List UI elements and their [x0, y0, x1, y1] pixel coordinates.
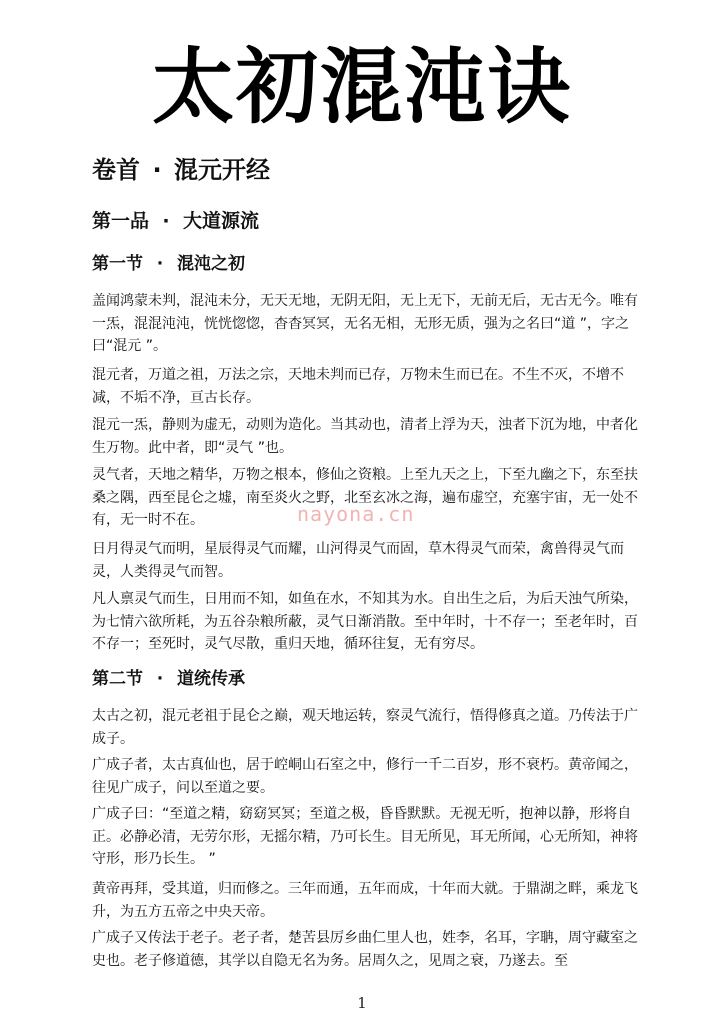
paragraph: 广成子又传法于老子。老子者，楚苦县厉乡曲仁里人也，姓李，名耳，字聃，周守藏室之史也。老子修道德，其学以自隐无名为务。居周久之，见周之衰，乃遂去。至 [92, 930, 638, 969]
chapter-subtitle: 大道源流 [183, 210, 260, 232]
section-name: 第一节 [92, 254, 143, 274]
volume-name: 卷首 [92, 156, 140, 184]
section-separator: · [156, 254, 164, 274]
paragraph: 凡人禀灵气而生，日用而不知，如鱼在水，不知其为水。自出生之后，为后天浊气所染，为七情六欲所耗，为五谷杂粮所蔽，灵气日渐消散。至中年时，十不存一；至老年时，百不存一；至死时，灵气尽散，重归天地，循环往复，无有穷尽。 [92, 591, 638, 652]
volume-subtitle: 混元开经 [174, 156, 270, 184]
page-number: 1 [357, 994, 367, 1012]
volume-separator: · [152, 156, 162, 184]
paragraph: 日月得灵气而明，星辰得灵气而耀，山河得灵气而固，草木得灵气而荣，禽兽得灵气而灵，人类得灵气而智。 [92, 541, 624, 580]
paragraph: 混元者，万道之祖，万法之宗，天地未判而已存，万物未生而已在。不生不灭，不增不减，不垢不净，亘古长存。 [92, 367, 624, 406]
section-separator: · [156, 669, 164, 689]
chapter-heading [92, 207, 259, 235]
section-subtitle: 混沌之初 [177, 254, 245, 274]
section-subtitle: 道统传承 [177, 669, 245, 689]
section-name: 第二节 [92, 669, 143, 689]
chapter-name: 第一品 [92, 210, 150, 232]
paragraph: 灵气者，天地之精华，万物之根本，修仙之资粮。上至九天之上，下至九幽之下，东至扶桑之隅，西至昆仑之墟，南至炎火之野，北至玄冰之海，遍布虚空，充塞宇宙，无一处不有，无一时不在。 [92, 467, 638, 528]
paragraph: 广成子曰：“至道之精，窈窈冥冥；至道之极，昏昏默默。无视无听，抱神以静，形将自正。必静必清，无劳尔形，无摇尔精，乃可长生。目无所见，耳无所闻，心无所知，神将守形，形乃长生。 ” [92, 806, 638, 867]
watermark: nayona.cn [297, 502, 415, 526]
document-title: 太初混沌诀 [151, 40, 572, 135]
section-heading-1 [92, 251, 245, 277]
chapter-separator: · [162, 210, 170, 232]
paragraph: 广成子者，太古真仙也，居于崆峒山石室之中，修行一千二百岁，形不衰朽。黄帝闻之，往见广成子，问以至道之要。 [92, 757, 638, 796]
paragraph: 盖闻鸿蒙未判，混沌未分，无天无地，无阴无阳，无上无下，无前无后，无古无今。唯有一炁，混混沌沌，恍恍惚惚，杳杳冥冥，无名无相，无形无质，强为之名曰“道 ”，字之曰“混元 ”。 [92, 293, 638, 354]
paragraph: 混元一炁，静则为虚无，动则为造化。当其动也，清者上浮为天，浊者下沉为地，中者化生万物。此中者，即“灵气 ”也。 [92, 417, 638, 456]
paragraph: 太古之初，混元老祖于昆仑之巅，观天地运转，察灵气流行，悟得修真之道。乃传法于广成子。 [92, 708, 638, 747]
section-heading-2 [92, 666, 245, 692]
volume-heading [92, 152, 270, 188]
paragraph: 黄帝再拜，受其道，归而修之。三年而通，五年而成，十年而大就。于鼎湖之畔，乘龙飞升，为五方五帝之中央天帝。 [92, 881, 638, 920]
